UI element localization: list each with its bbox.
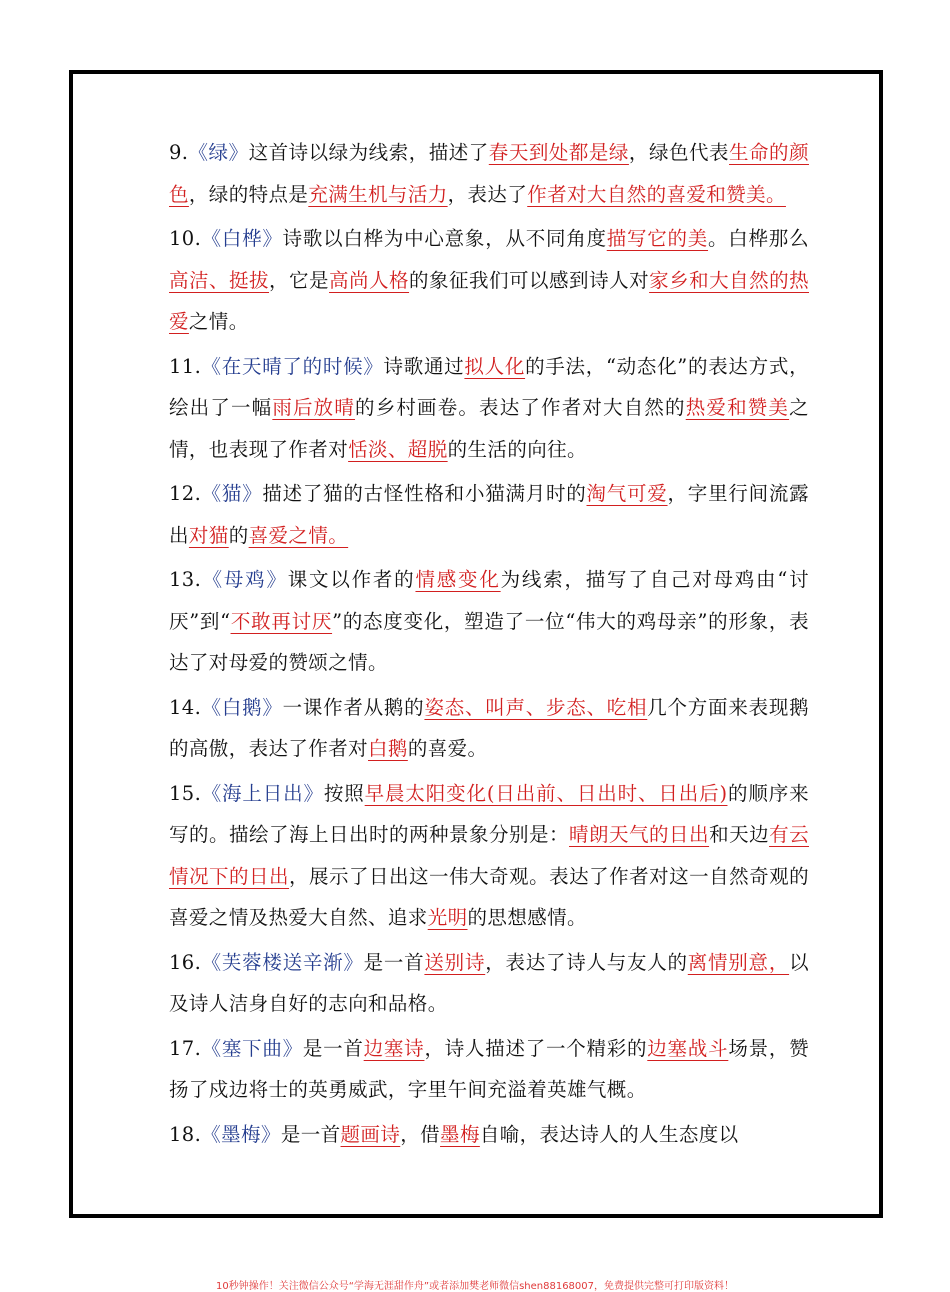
item-paragraph bbox=[169, 687, 809, 770]
body-text: 的象征我们可以感到诗人对 bbox=[409, 268, 650, 292]
body-text: 描述了猫的古怪性格和小猫满月时的 bbox=[262, 482, 587, 505]
item-paragraph bbox=[169, 559, 809, 684]
body-text: 这首诗以绿为线索，描述了 bbox=[248, 141, 489, 164]
item-paragraph bbox=[169, 132, 809, 215]
text-title: 《芙蓉楼送辛渐》 bbox=[201, 950, 364, 974]
answer-highlight: 早晨太阳变化(日出前、日出时、日出后) bbox=[364, 781, 728, 805]
body-text: ，展示了日出这一伟大奇观。表达了作者对这一自然奇观的喜爱之情及热爱大自然、追求 bbox=[169, 864, 810, 929]
body-text: 的乡村画卷。表达了作者对大自然的 bbox=[355, 396, 686, 419]
answer-highlight: 描写它的美 bbox=[606, 227, 709, 250]
body-text: 的思想感情。 bbox=[467, 906, 587, 929]
answer-highlight: 白鹅 bbox=[368, 737, 408, 760]
text-title: 《在天晴了的时候》 bbox=[201, 354, 384, 378]
text-title: 《白桦》 bbox=[201, 227, 283, 250]
body-text: 场景，赞扬了戍边将士的英勇威武，字里午间充溢着英雄气概。 bbox=[169, 1036, 809, 1101]
text-title: 《墨梅》 bbox=[201, 1122, 281, 1146]
body-text: 。白桦那么 bbox=[708, 227, 809, 250]
answer-highlight: 对猫 bbox=[188, 523, 229, 547]
item-paragraph bbox=[169, 218, 809, 343]
answer-highlight: 高尚人格 bbox=[329, 268, 410, 292]
body-text: 的顺序来写的。描绘了海上日出时的两种景象分别是： bbox=[169, 781, 809, 846]
item-number: 10. bbox=[169, 227, 202, 250]
body-text: 诗歌通过 bbox=[383, 354, 465, 378]
body-text: 之情。 bbox=[188, 310, 249, 333]
answer-highlight: 情感变化 bbox=[415, 568, 501, 591]
body-text: 几个方面来表现鹅的高傲，表达了作者对 bbox=[169, 695, 809, 760]
body-text: ，绿色代表 bbox=[628, 141, 730, 164]
text-title: 《塞下曲》 bbox=[201, 1036, 303, 1060]
item-paragraph bbox=[169, 1114, 809, 1156]
body-text: ，它是 bbox=[269, 268, 330, 292]
body-text: 的喜爱。 bbox=[407, 737, 488, 760]
answer-highlight: 喜爱之情。 bbox=[248, 523, 349, 547]
text-title: 《白鹅》 bbox=[201, 695, 283, 719]
item-paragraph bbox=[169, 942, 809, 1025]
body-text: 的生活的向往。 bbox=[447, 437, 587, 461]
body-text: ，诗人描述了一个精彩的 bbox=[424, 1036, 648, 1060]
answer-highlight: 作者对大自然的喜爱和赞美。 bbox=[527, 182, 786, 206]
answer-highlight: 光明 bbox=[427, 906, 468, 929]
item-paragraph bbox=[169, 346, 809, 471]
answer-highlight: 墨梅 bbox=[440, 1122, 480, 1146]
text-title: 《母鸡》 bbox=[201, 568, 288, 591]
body-text: 是一首 bbox=[280, 1122, 341, 1146]
body-text: 诗歌以白桦为中心意象，从不同角度 bbox=[282, 227, 607, 250]
body-text: 一课作者从鹅的 bbox=[282, 695, 425, 719]
item-number: 14. bbox=[169, 695, 202, 719]
item-paragraph bbox=[169, 473, 809, 556]
body-text: ，绿的特点是 bbox=[188, 182, 309, 206]
answer-highlight: 春天到处都是绿 bbox=[488, 141, 629, 164]
item-number: 15. bbox=[169, 781, 202, 805]
body-text: 以及诗人洁身自好的志向和品格。 bbox=[169, 950, 809, 1015]
answer-highlight: 家乡和大自然的热爱 bbox=[169, 268, 809, 333]
body-text: 之情，也表现了作者对 bbox=[169, 396, 809, 461]
document-body bbox=[169, 132, 809, 1158]
answer-highlight: 充满生机与活力 bbox=[308, 182, 448, 206]
text-title: 《海上日出》 bbox=[201, 781, 324, 805]
item-number: 9. bbox=[169, 141, 189, 164]
answer-highlight: 姿态、叫声、步态、吃相 bbox=[424, 695, 648, 719]
answer-highlight: 恬淡、超脱 bbox=[348, 437, 448, 461]
answer-highlight: 题画诗 bbox=[340, 1122, 401, 1146]
body-text: ，表达了 bbox=[447, 182, 528, 206]
item-paragraph bbox=[169, 1028, 809, 1111]
item-number: 11. bbox=[169, 354, 202, 378]
body-text: ”的态度变化，塑造了一位“伟大的鸡母亲”的形象，表达了对母爱的赞颂之情。 bbox=[169, 609, 809, 674]
answer-highlight: 离情别意， bbox=[687, 950, 790, 974]
body-text: 的手法，“动态化”的表达方式，绘出了一幅 bbox=[169, 354, 809, 419]
item-number: 16. bbox=[169, 950, 202, 974]
footer-promo-text: 10秒钟操作！关注微信公众号“学海无涯甜作舟”或者添加樊老师微信shen88168007，免费提供完整可打印版资料！ bbox=[215, 1281, 735, 1292]
body-text: 为线索，描写了自己对母鸡由“讨厌”到“ bbox=[169, 568, 809, 633]
body-text: ，表达了诗人与友人的 bbox=[485, 950, 688, 974]
answer-highlight: 生命的颜色 bbox=[169, 141, 809, 206]
answer-highlight: 边塞战斗 bbox=[647, 1036, 729, 1060]
answer-highlight: 淘气可爱 bbox=[586, 482, 668, 505]
item-paragraph bbox=[169, 773, 809, 939]
answer-highlight: 拟人化 bbox=[464, 354, 526, 378]
body-text: 是一首 bbox=[302, 1036, 364, 1060]
text-title: 《绿》 bbox=[188, 141, 249, 164]
body-text: 自喻，表达诗人的人生态度以 bbox=[479, 1122, 739, 1146]
answer-highlight: 不敢再讨厌 bbox=[230, 609, 333, 633]
item-number: 12. bbox=[169, 482, 202, 505]
answer-highlight: 热爱和赞美 bbox=[685, 396, 790, 419]
body-text: 和天边 bbox=[709, 823, 770, 846]
answer-highlight: 送别诗 bbox=[424, 950, 486, 974]
item-number: 17. bbox=[169, 1036, 202, 1060]
answer-highlight: 晴朗天气的日出 bbox=[569, 823, 710, 846]
answer-highlight: 有云情况下的日出 bbox=[169, 823, 809, 888]
page-frame bbox=[69, 70, 883, 1218]
body-text: 按照 bbox=[323, 781, 365, 805]
item-number: 18. bbox=[169, 1122, 202, 1146]
body-text: ，借 bbox=[400, 1122, 441, 1146]
item-number: 13. bbox=[169, 568, 202, 591]
body-text: 课文以作者的 bbox=[287, 568, 416, 591]
answer-highlight: 雨后放晴 bbox=[272, 396, 356, 419]
body-text: ，字里行间流露出 bbox=[169, 482, 809, 547]
answer-highlight: 边塞诗 bbox=[363, 1036, 425, 1060]
text-title: 《猫》 bbox=[201, 482, 263, 505]
body-text: 是一首 bbox=[363, 950, 425, 974]
body-text: 的 bbox=[228, 523, 249, 547]
answer-highlight: 高洁、挺拔 bbox=[169, 268, 270, 292]
